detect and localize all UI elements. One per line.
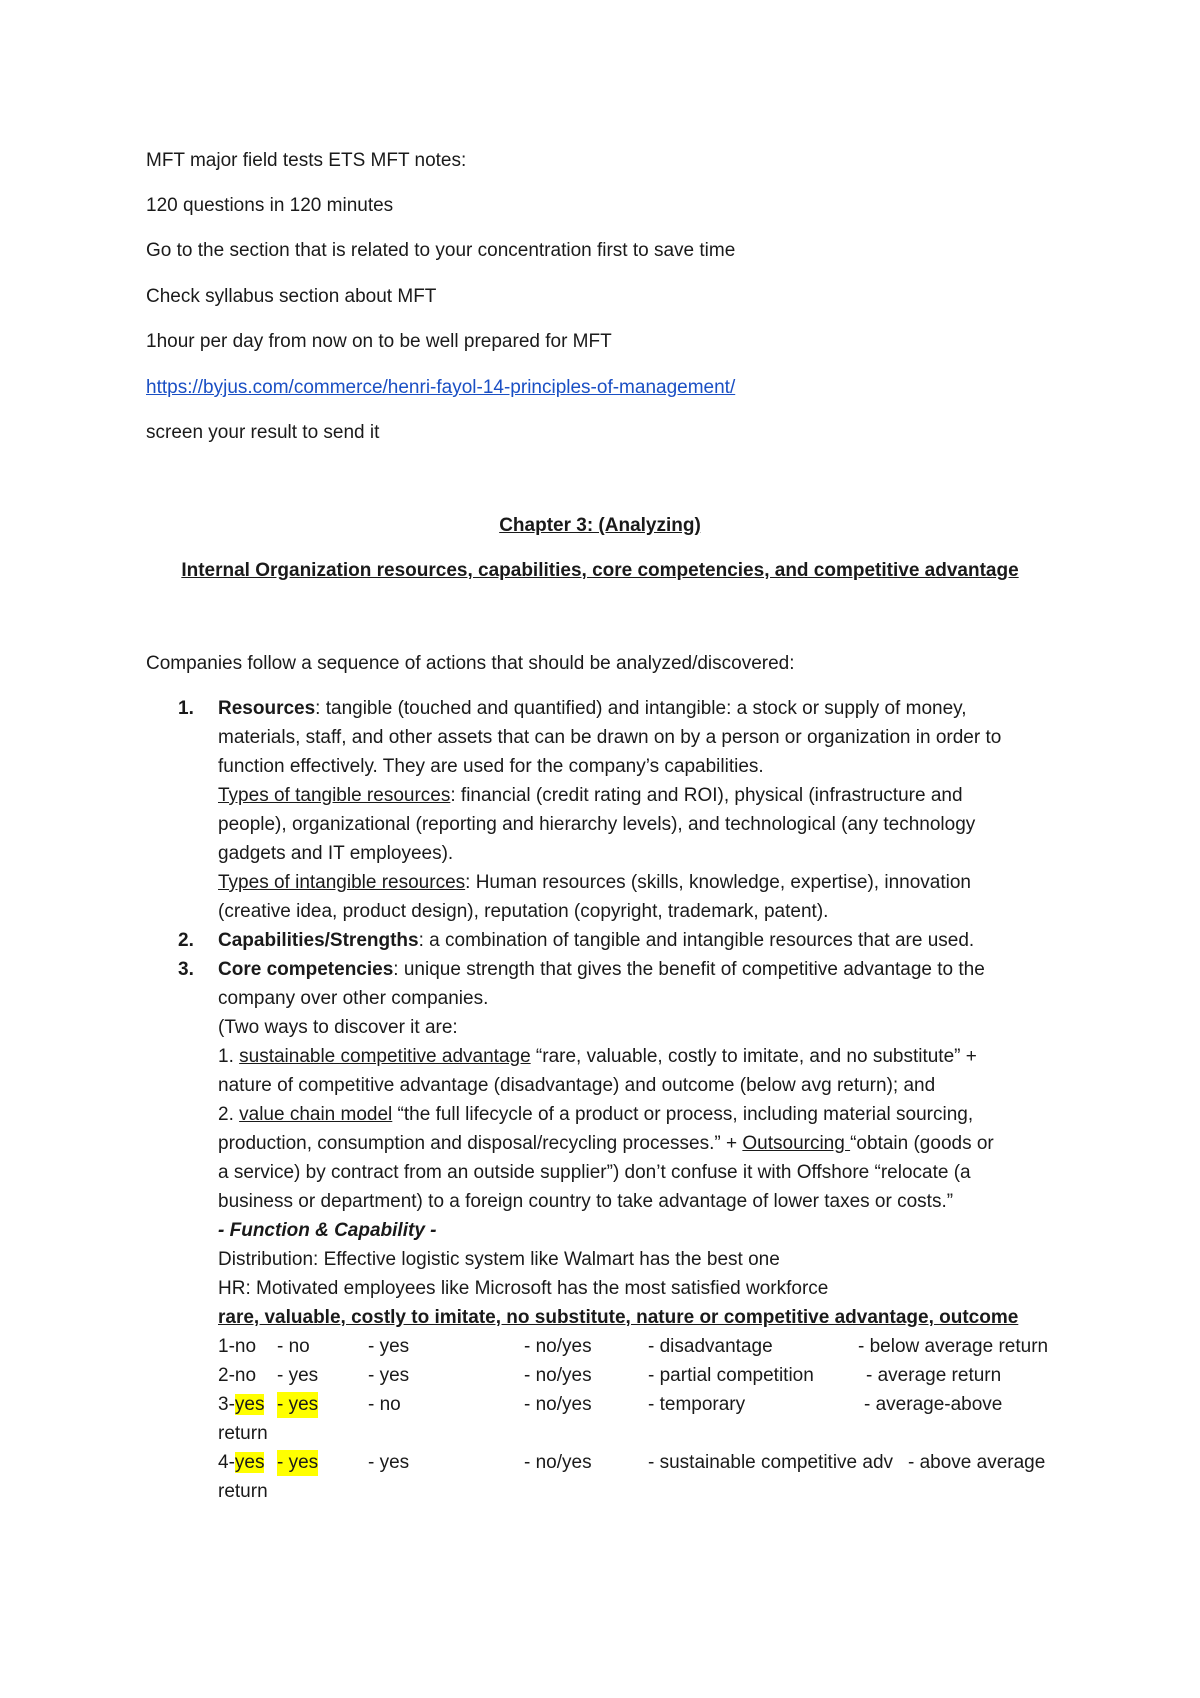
chapter-title: Chapter 3: (Analyzing) [499, 515, 701, 536]
cell-substitute: - no/yes [524, 1336, 592, 1357]
note-line-1: MFT major field tests ETS MFT notes: [146, 150, 467, 171]
cell-substitute: - no/yes [524, 1452, 592, 1473]
cell-outcome: - average-above [864, 1394, 1003, 1415]
list-line: materials, staff, and other assets that can be drawn on by a person or organization in order to [218, 727, 1002, 748]
list-line: a service) by contract from an outside supplier”) don’t confuse it with Offshore “relocate (a [218, 1162, 971, 1183]
list-line [218, 870, 971, 896]
hr-line: HR: Motivated employees like Microsoft has the most satisfied workforce [218, 1278, 829, 1299]
term: Core competencies [218, 959, 394, 980]
prefix: 1. [218, 1046, 240, 1067]
cell-nature: - partial competition [648, 1365, 814, 1386]
intro-text: Companies follow a sequence of actions that should be analyzed/discovered: [146, 653, 795, 674]
row-prefix: 4- [218, 1452, 235, 1473]
cell-outcome-wrap: return [218, 1481, 268, 1502]
list-number: 1. [178, 698, 194, 719]
cell-valuable: - yes [277, 1392, 318, 1418]
list-number: 3. [178, 959, 194, 980]
cell-costly: - yes [368, 1452, 410, 1473]
list-line [218, 783, 963, 809]
list-line [218, 957, 985, 983]
text: “obtain (goods or [850, 1133, 994, 1154]
intangible-label: Types of intangible resources [218, 872, 466, 893]
list-line [218, 696, 967, 722]
list-line [218, 928, 974, 954]
cell-outcome-wrap: return [218, 1423, 268, 1444]
list-line: gadgets and IT employees). [218, 843, 454, 864]
list-line [218, 1131, 994, 1157]
function-heading: - Function & Capability - [218, 1220, 437, 1241]
cell-valuable: - yes [277, 1450, 318, 1476]
note-line-5: 1hour per day from now on to be well prepared for MFT [146, 331, 612, 352]
row-prefix: 3- [218, 1394, 235, 1415]
cell-valuable: - no [277, 1336, 310, 1357]
list-line: people), organizational (reporting and hierarchy levels), and technological (any technology [218, 814, 976, 835]
cell-costly: - no [368, 1394, 401, 1415]
cell-outcome: - above average [908, 1452, 1046, 1473]
cell-rare [218, 1392, 264, 1418]
text: “the full lifecycle of a product or process, including material sourcing, [392, 1104, 974, 1125]
text: : Human resources (skills, knowledge, expertise), innovation [465, 872, 971, 893]
cell-rare [218, 1450, 264, 1476]
text: : a combination of tangible and intangible resources that are used. [418, 930, 975, 951]
prefix: 2. [218, 1104, 240, 1125]
external-link[interactable]: https://byjus.com/commerce/henri-fayol-14-principles-of-management/ [146, 377, 736, 398]
list-line: function effectively. They are used for the company’s capabilities. [218, 756, 764, 777]
list-line: nature of competitive advantage (disadvantage) and outcome (below avg return); and [218, 1075, 936, 1096]
highlighted-value: yes [234, 1394, 265, 1415]
text: “rare, valuable, costly to imitate, and no substitute” + [530, 1046, 977, 1067]
note-line-2: 120 questions in 120 minutes [146, 195, 394, 216]
cell-substitute: - no/yes [524, 1394, 592, 1415]
term: Resources [218, 698, 316, 719]
cell-costly: - yes [368, 1365, 410, 1386]
tangible-label: Types of tangible resources [218, 785, 451, 806]
cell-nature: - disadvantage [648, 1336, 773, 1357]
cell-outcome: - below average return [858, 1336, 1049, 1357]
text: : tangible (touched and quantified) and intangible: a stock or supply of money, [315, 698, 967, 719]
cell-nature: - sustainable competitive adv [648, 1452, 894, 1473]
list-number: 2. [178, 930, 194, 951]
cell-outcome: - average return [866, 1365, 1002, 1386]
text: : unique strength that gives the benefit of competitive advantage to the [393, 959, 985, 980]
way1-label: sustainable competitive advantage [239, 1046, 531, 1067]
list-line: company over other companies. [218, 988, 489, 1009]
cell-rare: 1-no [218, 1336, 257, 1357]
note-line-4: Check syllabus section about MFT [146, 286, 437, 307]
list-line [218, 1102, 973, 1128]
text: : financial (credit rating and ROI), physical (infrastructure and [450, 785, 963, 806]
way2-label: value chain model [239, 1104, 393, 1125]
list-line: (Two ways to discover it are: [218, 1017, 458, 1038]
term: Capabilities/Strengths [218, 930, 419, 951]
table-header: rare, valuable, costly to imitate, no substitute, nature or competitive advantage, outcome [218, 1307, 1019, 1328]
cell-valuable: - yes [277, 1365, 319, 1386]
highlighted-value: yes [234, 1452, 265, 1473]
outsourcing-label: Outsourcing [742, 1133, 851, 1154]
cell-rare: 2-no [218, 1365, 257, 1386]
list-line [218, 1044, 977, 1070]
distribution-line: Distribution: Effective logistic system like Walmart has the best one [218, 1249, 780, 1270]
note-after-link: screen your result to send it [146, 422, 380, 443]
note-line-3: Go to the section that is related to your concentration first to save time [146, 240, 736, 261]
cell-costly: - yes [368, 1336, 410, 1357]
cell-nature: - temporary [648, 1394, 746, 1415]
text: production, consumption and disposal/recycling processes.” + [218, 1133, 743, 1154]
list-line: business or department) to a foreign country to take advantage of lower taxes or costs.” [218, 1191, 954, 1212]
list-line: (creative idea, product design), reputation (copyright, trademark, patent). [218, 901, 829, 922]
cell-substitute: - no/yes [524, 1365, 592, 1386]
chapter-subtitle: Internal Organization resources, capabilities, core competencies, and competitive advantage [181, 560, 1019, 581]
